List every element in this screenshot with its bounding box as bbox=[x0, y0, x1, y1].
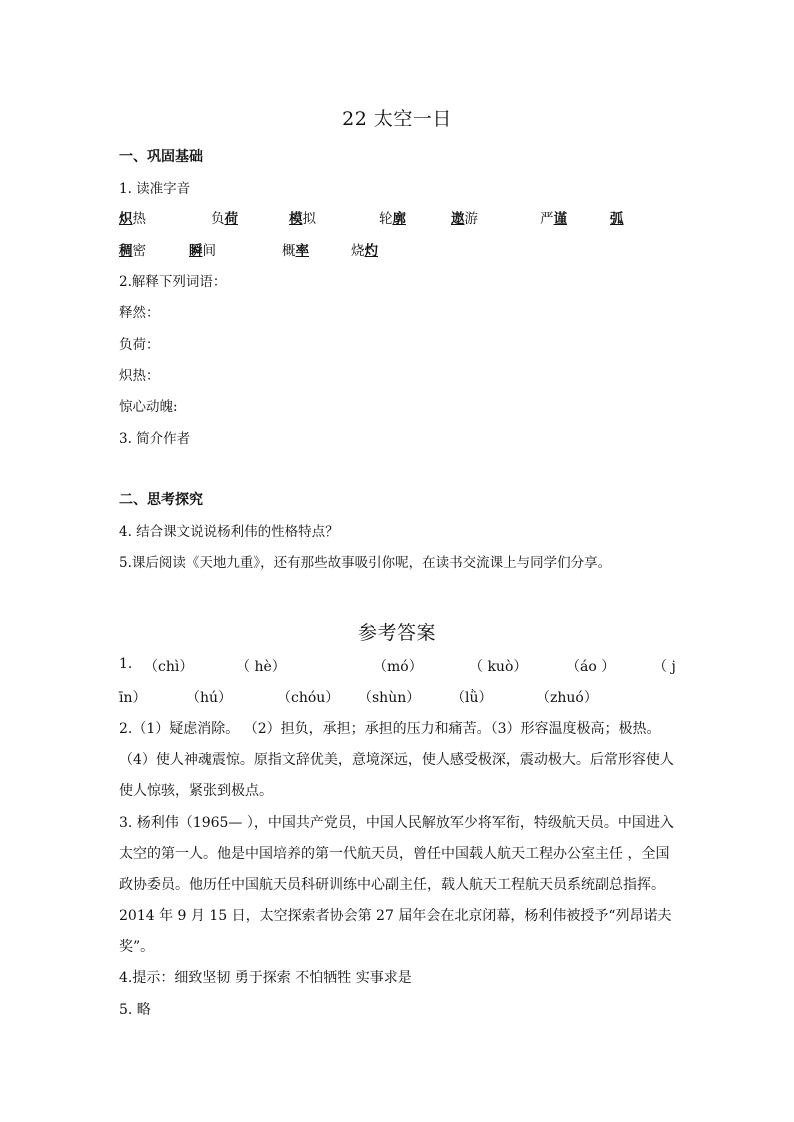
page-title: 22 太空一日 bbox=[342, 108, 452, 130]
answer-line: 政协委员。他历任中国航天员科研训练中心副主任，载人航天工程航天员系统副总指挥。 bbox=[119, 877, 665, 893]
pinyin-item: īn） bbox=[119, 690, 147, 706]
underlined-char: 谨 bbox=[553, 211, 567, 227]
pinyin-item: （hú） bbox=[186, 690, 233, 706]
underlined-char: 炽 bbox=[119, 211, 133, 227]
word-item bbox=[211, 207, 238, 227]
term-jingxindongpo: 惊心动魄: bbox=[119, 399, 178, 415]
word-item bbox=[119, 207, 146, 227]
word-item bbox=[289, 207, 316, 227]
plain-char: 密 bbox=[132, 243, 146, 259]
question-2-label: 2.解释下列词语： bbox=[119, 274, 227, 290]
answer-line: 太空的第一人。他是中国培养的第一代航天员，曾任中国载人航天工程办公室主任 ，全国 bbox=[119, 846, 670, 862]
answer-1-label: 1. bbox=[119, 656, 133, 672]
pinyin-item: （ j bbox=[653, 659, 676, 675]
word-item bbox=[351, 239, 378, 259]
plain-char: 游 bbox=[464, 211, 478, 227]
underlined-char: 灼 bbox=[364, 243, 378, 259]
underlined-char: 稠 bbox=[119, 243, 133, 259]
word-item bbox=[282, 239, 309, 259]
underlined-char: 率 bbox=[295, 243, 309, 259]
plain-char: 负 bbox=[211, 211, 225, 227]
underlined-char: 荷 bbox=[224, 211, 238, 227]
underlined-char: 廓 bbox=[392, 211, 406, 227]
section-heading-explore: 二、思考探究 bbox=[119, 492, 203, 508]
word-item bbox=[610, 207, 624, 227]
plain-char: 轮 bbox=[379, 211, 393, 227]
answer-line: 2.（1）疑虑消除。 （2）担负，承担；承担的压力和痛苦。（3）形容温度极高；极热。 bbox=[119, 721, 661, 737]
question-3: 3. 简介作者 bbox=[119, 431, 191, 447]
word-item bbox=[189, 239, 216, 259]
pinyin-item: （chóu） bbox=[277, 690, 340, 706]
word-item bbox=[119, 239, 146, 259]
word-item bbox=[379, 207, 406, 227]
pinyin-item: （áo ） bbox=[566, 659, 616, 675]
word-item bbox=[451, 207, 478, 227]
answer-line: 2014 年 9 月 15 日，太空探索者协会第 27 届年会在北京闭幕，杨利伟被授予“列昂诺夫 bbox=[119, 908, 672, 924]
answers-title: 参考答案 bbox=[357, 622, 436, 644]
pinyin-item: （mó） bbox=[373, 659, 423, 675]
term-chire: 炽热： bbox=[119, 368, 160, 384]
pinyin-item: （lǜ） bbox=[451, 690, 493, 706]
pinyin-item: （ kuò） bbox=[469, 659, 528, 675]
plain-char: 热 bbox=[132, 211, 146, 227]
plain-char: 概 bbox=[282, 243, 296, 259]
question-4: 4. 结合课文说说杨利伟的性格特点？ bbox=[119, 524, 339, 540]
question-5: 5.课后阅读《天地九重》，还有那些故事吸引你呢，在读书交流课上与同学们分享。 bbox=[119, 555, 612, 571]
underlined-char: 弧 bbox=[610, 211, 624, 227]
answer-4: 4.提示：细致坚韧 勇于探索 不怕牺牲 实事求是 bbox=[119, 970, 412, 986]
underlined-char: 瞬 bbox=[189, 243, 203, 259]
pinyin-item: （shùn） bbox=[358, 690, 421, 706]
answer-line: 使人惊骇，紧张到极点。 bbox=[119, 783, 273, 799]
answer-5: 5. 略 bbox=[119, 1002, 151, 1018]
pinyin-item: （zhuó） bbox=[536, 690, 598, 706]
word-item bbox=[540, 207, 567, 227]
plain-char: 间 bbox=[202, 243, 216, 259]
plain-char: 烧 bbox=[351, 243, 365, 259]
pinyin-item: （chì） bbox=[144, 659, 194, 675]
pinyin-item: （ hè） bbox=[236, 659, 286, 675]
underlined-char: 模 bbox=[289, 211, 303, 227]
underlined-char: 遨 bbox=[451, 211, 465, 227]
answer-line: 奖”。 bbox=[119, 939, 155, 955]
term-fuhe: 负荷： bbox=[119, 337, 160, 353]
question-1-label: 1. 读准字音 bbox=[119, 181, 191, 197]
answer-line: 3. 杨利伟（1965— ），中国共产党员，中国人民解放军少将军衔，特级航天员。中国进入 bbox=[119, 815, 674, 831]
section-heading-basics: 一、巩固基础 bbox=[119, 149, 203, 165]
term-shiran: 释然： bbox=[119, 305, 160, 321]
plain-char: 拟 bbox=[302, 211, 316, 227]
plain-char: 严 bbox=[540, 211, 554, 227]
answer-line: （4）使人神魂震惊。原指文辞优美，意境深远，使人感受极深，震动极大。后常形容使人 bbox=[119, 752, 674, 768]
